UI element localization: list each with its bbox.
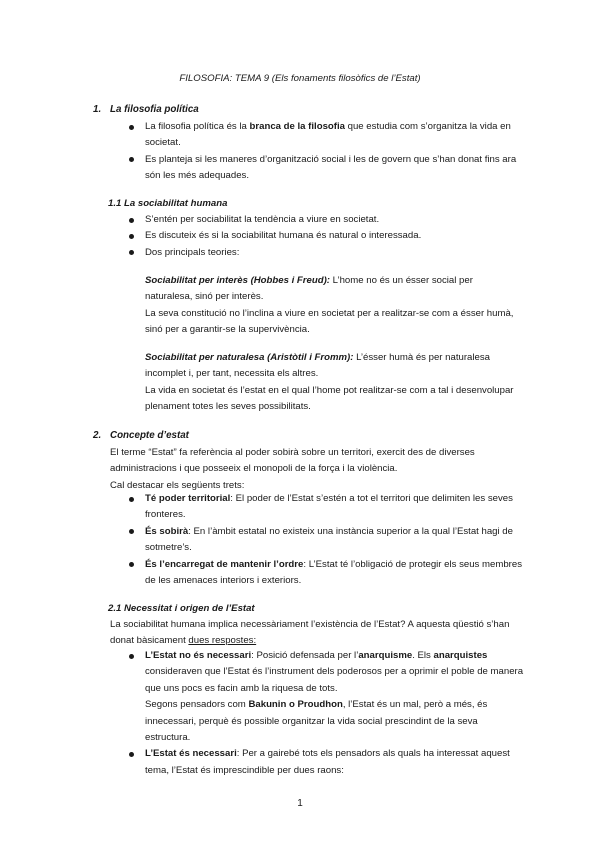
section-1-title: La filosofia política — [110, 104, 199, 115]
list-item: Es planteja si les maneres d’organització social i les de govern que s’han donat fins ara són les més adequades. — [129, 152, 524, 185]
list-item: Dos principals teories: — [129, 245, 524, 261]
section-2-bullets — [129, 491, 524, 589]
list-item: S’entén per sociabilitat la tendència a viure en societat. — [129, 212, 524, 228]
theory-interest: Sociabilitat per interès (Hobbes i Freud): L’home no és un ésser social per naturalesa, sinó per interès. La seva constitució no l’inclina a viure en societat per a realitzar-se com a ésser humà, sinó per a garantir-se la supervivència. — [145, 275, 514, 336]
section-2-heading — [93, 430, 189, 441]
section-2-title: Concepte d’estat — [110, 430, 189, 441]
list-item: L’Estat és necessari: Per a gairebé tots els pensadors als quals ha interessat aquest tema, l’Estat és imprescindible per dues raons: — [129, 746, 524, 779]
section-1-1-heading: 1.1 La sociabilitat humana — [108, 198, 228, 209]
section-2-intro: El terme “Estat” fa referència al poder sobirà sobre un territori, exercit des de diverses administracions i que posseeix el monopoli de la força i la violència. Cal destacar els següents trets: — [110, 447, 475, 491]
section-1-heading — [93, 104, 199, 115]
section-1-1-bullets — [129, 212, 524, 261]
section-1-bullets — [129, 119, 524, 185]
list-item: Té poder territorial: El poder de l’Estat s’estén a tot el territori que delimiten les seves fronteres. — [129, 491, 524, 524]
theory-interest-label: Sociabilitat per interès (Hobbes i Freud): — [145, 275, 330, 286]
section-1-number: 1. — [93, 104, 102, 115]
theory-nature: Sociabilitat per naturalesa (Aristòtil i Fromm): L’ésser humà és per naturalesa incomplet i, per tant, necessita els altres. La vida en societat és l’estat en el qual l’home pot realitzar-se com a tal i desenvolupar plenament totes les seves possibilitats. — [145, 352, 514, 413]
list-item: És sobirà: En l’àmbit estatal no existeix una instància superior a la qual l’Estat hagi de sotmetre’s. — [129, 524, 524, 557]
section-2-1-intro: La sociabilitat humana implica necessàriament l’existència de l’Estat? A aquesta qüestió s’han donat bàsicament dues respostes: — [110, 619, 510, 647]
section-2-number: 2. — [93, 430, 102, 441]
section-2-1-heading: 2.1 Necessitat i origen de l’Estat — [108, 603, 255, 614]
list-item: És l’encarregat de mantenir l’ordre: L’Estat té l’obligació de protegir els seus membres de les amenaces interiors i exteriors. — [129, 557, 524, 590]
list-item: L’Estat no és necessari: Posició defensada per l’anarquisme. Els anarquistes consideraven que l’Estat és l’instrument dels poderosos per a oprimir el poble de manera que uns pocs es facin amb la riquesa de tots. Segons pensadors com Bakunin o Proudhon, l’Estat és un mal, però a més, és innecessari, perquè és possible organitzar la vida social prescindint de la seva estructura. — [129, 648, 524, 746]
page-number: 1 — [297, 798, 303, 809]
list-item: Es discuteix és si la sociabilitat humana és natural o interessada. — [129, 228, 524, 244]
theory-nature-label: Sociabilitat per naturalesa (Aristòtil i Fromm): — [145, 352, 354, 363]
document-title: FILOSOFIA: TEMA 9 (Els fonaments filosòfics de l’Estat) — [179, 73, 421, 84]
section-2-1-bullets — [129, 648, 524, 779]
list-item: La filosofia política és la branca de la filosofia que estudia com s’organitza la vida en societat. — [129, 119, 524, 152]
